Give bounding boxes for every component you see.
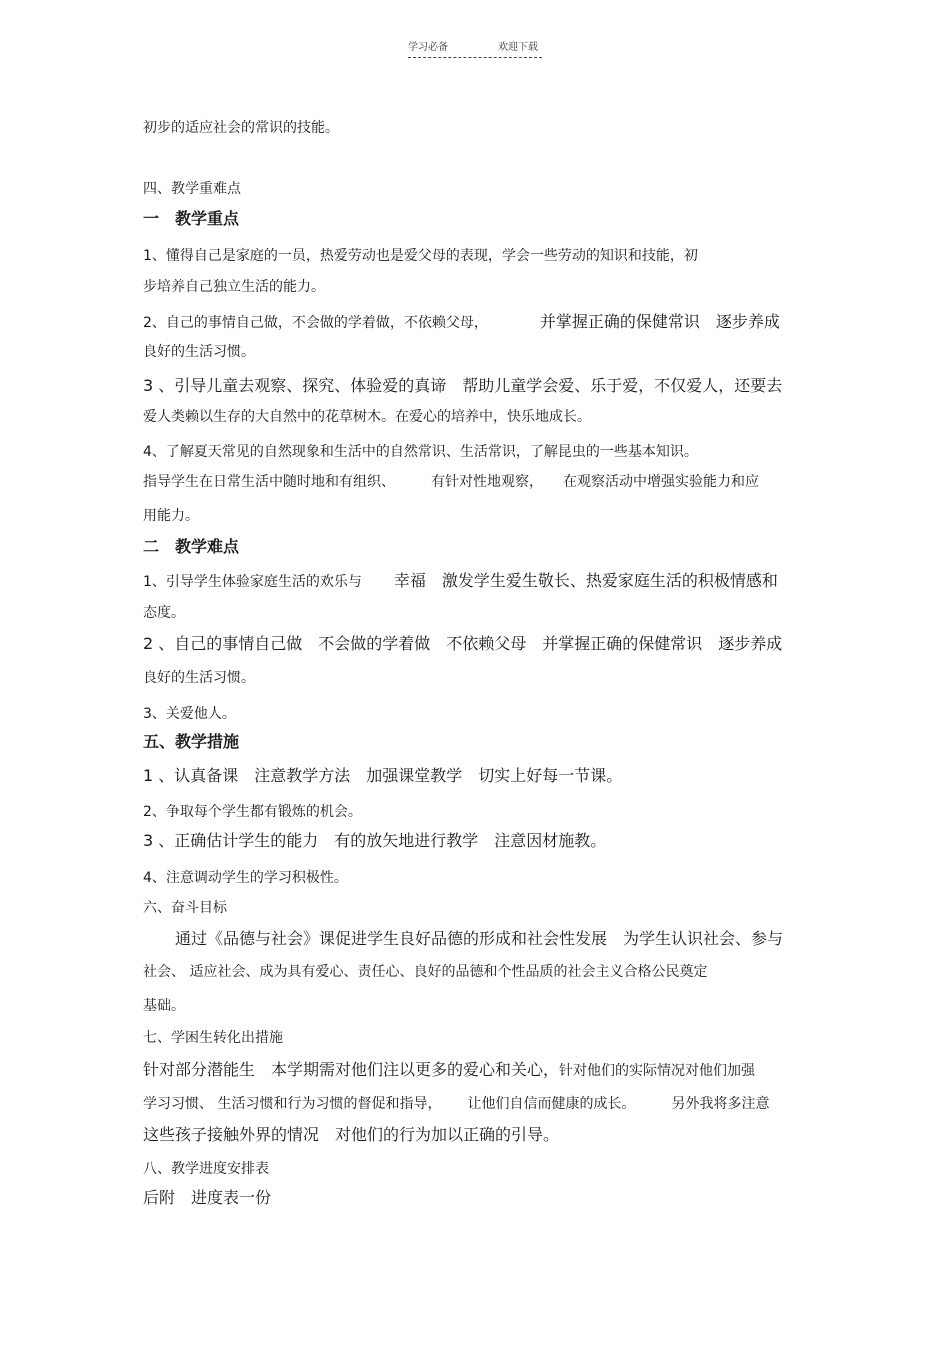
text-line: 社会、 适应社会、成为具有爱心、责任心、良好的品德和个性品质的社会主义合格公民奠定	[143, 964, 708, 980]
section-heading: 四、教学重难点	[143, 181, 241, 197]
text-line: 1 、认真备课 注意教学方法 加强课堂教学 切实上好每一节课。	[143, 766, 623, 785]
subsection-heading: 二 教学难点	[143, 537, 240, 556]
text-line: 初步的适应社会的常识的技能。	[143, 120, 339, 136]
section-heading: 五、教学措施	[143, 732, 240, 751]
text-line	[143, 1095, 769, 1113]
text-segment: 并掌握正确的保健常识 逐步养成	[539, 312, 780, 331]
text-line: 步培养自己独立生活的能力。	[143, 279, 325, 295]
text-line: 后附 进度表一份	[143, 1188, 272, 1207]
text-line: 用能力。	[143, 508, 199, 524]
text-line	[143, 1061, 755, 1080]
text-segment: 另外我将多注意	[671, 1096, 770, 1112]
text-segment: 针对部分潜能生 本学期需对他们注以更多的爱心和关心，	[143, 1060, 560, 1079]
header-right: 欢迎下载	[498, 42, 538, 53]
text-line: 爱人类赖以生存的大自然中的花草树木。在爱心的培养中，快乐地成长。	[143, 409, 591, 425]
text-line: 良好的生活习惯。	[143, 670, 255, 686]
text-line: 2 、自己的事情自己做 不会做的学着做 不依赖父母 并掌握正确的保健常识 逐步养成	[143, 634, 783, 653]
section-heading: 六、奋斗目标	[143, 900, 227, 916]
text-line: 这些孩子接触外界的情况 对他们的行为加以正确的引导。	[143, 1125, 560, 1144]
text-segment: 学习习惯、 生活习惯和行为习惯的督促和指导，	[143, 1096, 442, 1112]
text-line	[143, 572, 778, 591]
section-heading: 八、教学进度安排表	[143, 1161, 269, 1177]
text-line: 4、了解夏天常见的自然现象和生活中的自然常识、生活常识，了解昆虫的一些基本知识。	[143, 444, 698, 460]
text-segment: 有针对性地观察，	[431, 474, 543, 490]
text-segment: 让他们自信而健康的成长。	[467, 1096, 636, 1112]
text-segment: 2、自己的事情自己做，不会做的学着做，不依赖父母，	[143, 315, 488, 331]
text-line	[143, 473, 759, 491]
text-line: 3 、引导儿童去观察、探究、体验爱的真谛 帮助儿童学会爱、乐于爱，不仅爱人，还要去	[143, 376, 783, 395]
text-line: 态度。	[143, 605, 185, 621]
text-line: 2、争取每个学生都有锻炼的机会。	[143, 804, 362, 820]
text-line: 通过《品德与社会》课促进学生良好品德的形成和社会性发展 为学生认识社会、参与	[175, 929, 784, 948]
text-segment: 幸福 激发学生爱生敬长、热爱家庭生活的积极情感和	[393, 571, 778, 590]
text-line: 良好的生活习惯。	[143, 344, 255, 360]
section-heading: 七、学困生转化出措施	[143, 1030, 283, 1046]
subsection-heading: 一 教学重点	[143, 209, 240, 228]
text-line: 3、关爱他人。	[143, 706, 236, 722]
text-line: 4、注意调动学生的学习积极性。	[143, 870, 348, 886]
text-segment: 1、引导学生体验家庭生活的欢乐与	[143, 574, 362, 590]
text-line: 1、懂得自己是家庭的一员，热爱劳动也是爱父母的表现，学会一些劳动的知识和技能，初	[143, 248, 698, 264]
page-header	[408, 38, 542, 58]
text-segment: 针对他们的实际情况对他们加强	[559, 1063, 756, 1079]
text-line: 3 、正确估计学生的能力 有的放矢地进行教学 注意因材施教。	[143, 831, 607, 850]
text-line	[143, 313, 780, 332]
text-segment: 指导学生在日常生活中随时地和有组织、	[143, 474, 395, 490]
text-segment: 在观察活动中增强实验能力和应	[563, 474, 759, 490]
text-line: 基础。	[143, 998, 185, 1014]
header-left: 学习必备	[408, 42, 448, 53]
